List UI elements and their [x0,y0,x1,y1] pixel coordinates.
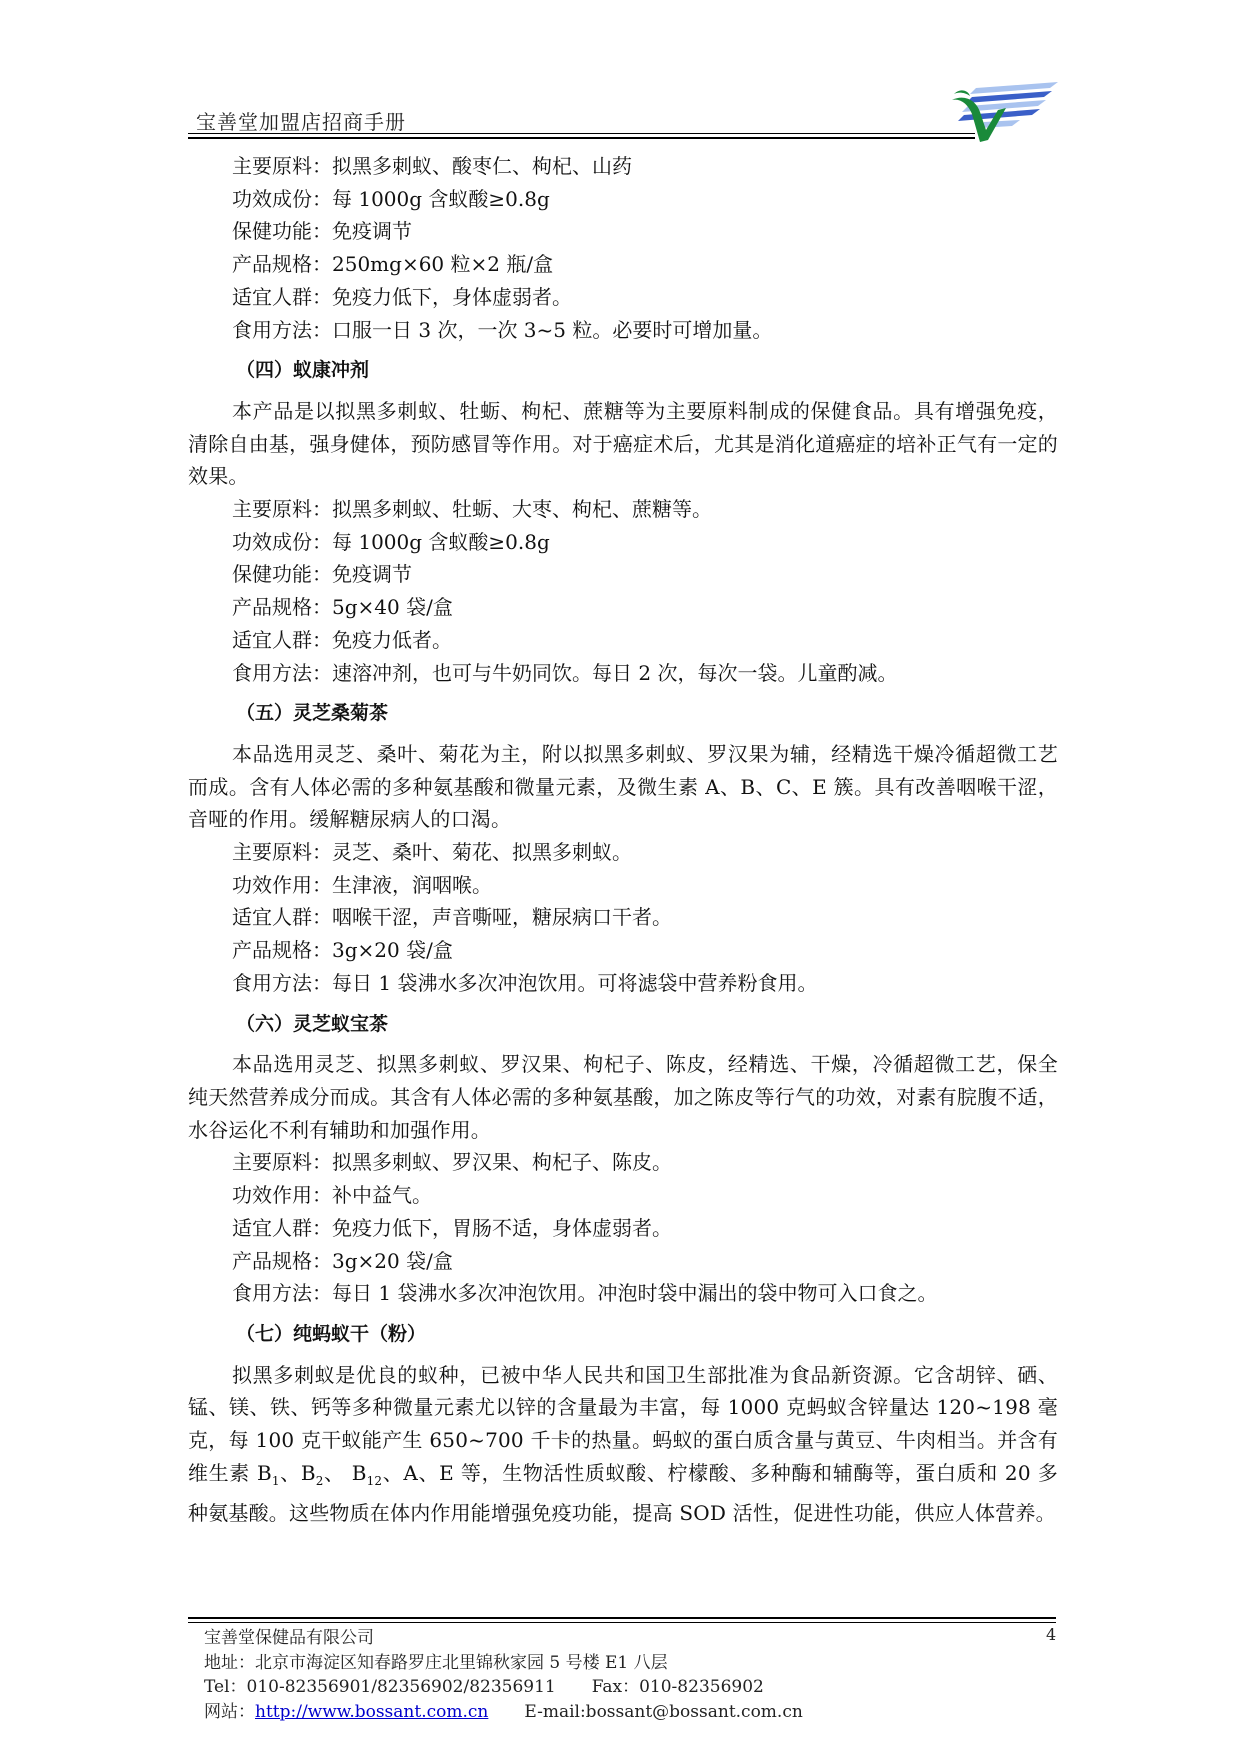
text-line: 主要原料：拟黑多刺蚁、罗汉果、枸杞子、陈皮。 [232,1150,672,1175]
text-line: 功效成份：每 1000g 含蚁酸≥0.8g [232,529,550,554]
header-title: 宝善堂加盟店招商手册 [196,110,406,134]
section-paragraph: 本品选用灵芝、拟黑多刺蚁、罗汉果、枸杞子、陈皮，经精选、干燥，冷循超微工艺，保全纯天然营养成分而成。其含有人体必需的多种氨基酸，加之陈皮等行气的功效，对素有脘腹不适，水谷运化不利有辅助和加强作用。 [188,1052,1058,1142]
paragraph-text: 、 B [323,1460,367,1485]
footer-rule-thick [188,1617,1056,1619]
text-line: 适宜人群：免疫力低下，身体虚弱者。 [232,284,572,309]
text-line: 功效作用：生津液，润咽喉。 [232,872,492,897]
footer-contact [204,1675,803,1700]
subscript: 12 [366,1473,383,1488]
footer-address: 地址：北京市海淀区知春路罗庄北里锦秋家园 5 号楼 E1 八层 [204,1652,668,1673]
text-line: 产品规格：250mg×60 粒×2 瓶/盒 [232,252,554,277]
text-line: 保健功能：免疫调节 [232,219,412,244]
page-number: 4 [1046,1625,1057,1644]
section-heading: （七）纯蚂蚁干（粉） [236,1322,427,1345]
subscript: 1 [271,1473,280,1488]
text-line: 保健功能：免疫调节 [232,562,412,587]
text-line: 产品规格：3g×20 袋/盒 [232,938,453,963]
footer-email: E-mail:bossant@bossant.com.cn [524,1701,803,1722]
section-heading: （四）蚁康冲剂 [236,359,370,382]
text-line: 食用方法：口服一日 3 次，一次 3~5 粒。必要时可增加量。 [232,317,773,342]
section-paragraph [188,1359,1058,1531]
text-line: 功效作用：补中益气。 [232,1183,432,1208]
section-paragraph: 本品选用灵芝、桑叶、菊花为主，附以拟黑多刺蚁、罗汉果为辅，经精选干燥冷循超微工艺而成。含有人体必需的多种氨基酸和微量元素，及微生素 A、B、C、E 簇。具有改善咽喉干涩，音哑的作用。缓解糖尿病人的口渴。 [188,741,1058,832]
footer-web [204,1700,803,1725]
paragraph-text: 、A、E 等，生物活性质蚁酸、柠檬酸、多种酶和辅酶等，蛋白质和 20 多种氨基酸。这些物质在体内作用能增强免疫功能，提高 SOD 活性，促进性功能，供应人体营养。 [188,1460,1058,1526]
text-line: 产品规格：5g×40 袋/盒 [232,595,453,620]
paragraph-text: 拟黑多刺蚁是优良的蚁种，已被中华人民共和国卫生部批准为食品新资源。它含胡锌、硒、锰、镁、铁、钙等多种微量元素尤以锌的含量最为丰富，每 1000 克蚂蚁含锌量达 120~198 毫克，每 100 克干蚁能产生 650~700 千卡的热量。蚂蚁的蛋白质含量与黄豆、牛肉相当。并含有维生素 B [188,1362,1058,1485]
website-link[interactable]: http://www.bossant.com.cn [255,1701,489,1722]
company-logo [950,78,1060,146]
footer-rule [188,1622,1056,1623]
footer-company: 宝善堂保健品有限公司 [204,1628,374,1648]
header-rule [188,133,975,134]
header-rule-thick [188,137,975,139]
footer [204,1626,803,1724]
main-content [188,150,1058,1530]
text-line: 适宜人群：咽喉干涩，声音嘶哑，糖尿病口干者。 [232,905,672,930]
footer-web-label: 网站： [204,1701,255,1722]
section-heading: （六）灵芝蚁宝茶 [236,1012,389,1035]
text-line: 产品规格：3g×20 袋/盒 [232,1248,453,1273]
subscript: 2 [315,1473,324,1488]
footer-fax: Fax：010-82356902 [591,1677,764,1697]
footer-tel: Tel：010-82356901/82356902/82356911 [204,1677,556,1697]
text-line: 主要原料：拟黑多刺蚁、牡蛎、大枣、枸杞、蔗糖等。 [232,497,712,522]
text-line: 食用方法：每日 1 袋沸水多次冲泡饮用。可将滤袋中营养粉食用。 [232,970,818,995]
text-line: 主要原料：灵芝、桑叶、菊花、拟黑多刺蚁。 [232,840,632,865]
text-line: 主要原料：拟黑多刺蚁、酸枣仁、枸杞、山药 [232,154,632,178]
section-paragraph: 本产品是以拟黑多刺蚁、牡蛎、枸杞、蔗糖等为主要原料制成的保健食品。具有增强免疫，清除自由基，强身健体，预防感冒等作用。对于癌症术后，尤其是消化道癌症的培补正气有一定的效果。 [188,398,1058,489]
text-line: 适宜人群：免疫力低者。 [232,627,452,652]
text-line: 适宜人群：免疫力低下，胃肠不适，身体虚弱者。 [232,1215,672,1240]
paragraph-text: 、B [279,1460,316,1485]
text-line: 食用方法：每日 1 袋沸水多次冲泡饮用。冲泡时袋中漏出的袋中物可入口食之。 [232,1281,938,1306]
text-line: 功效成份：每 1000g 含蚁酸≥0.8g [232,186,550,211]
text-line: 食用方法：速溶冲剂，也可与牛奶同饮。每日 2 次，每次一袋。儿童酌减。 [232,660,898,685]
section-heading: （五）灵芝桑菊茶 [236,702,389,725]
